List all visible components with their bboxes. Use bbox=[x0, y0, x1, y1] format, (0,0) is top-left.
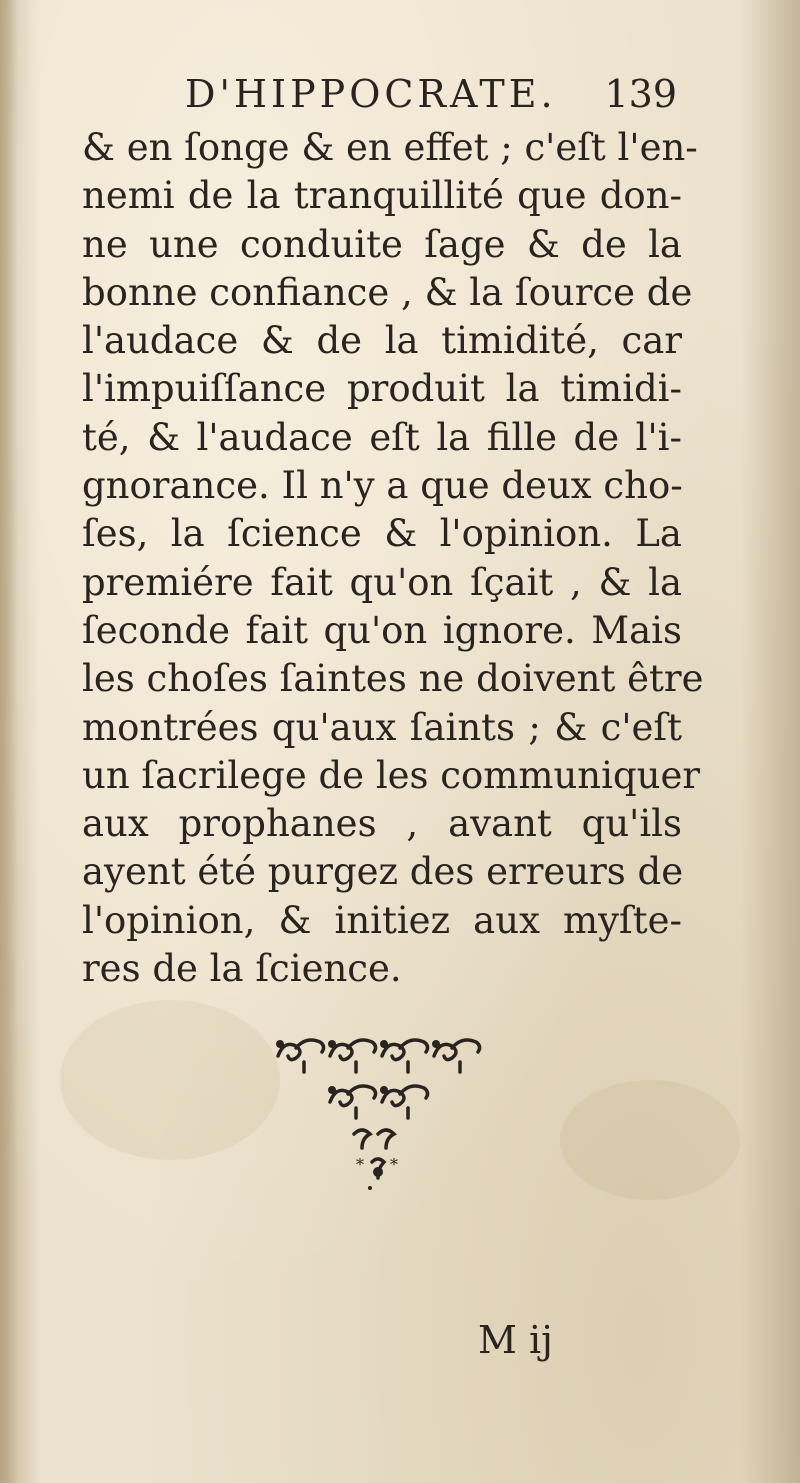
paper-stain bbox=[60, 1000, 280, 1160]
floral-tailpiece-ornament-icon bbox=[270, 1030, 490, 1200]
body-text bbox=[82, 124, 704, 993]
text-line: & en ſonge & en effet ; c'eſt l'en- bbox=[82, 126, 698, 169]
text-line: montrées qu'aux ſaints ; & c'eſt bbox=[82, 705, 682, 749]
text-line: té, & l'audace eſt la fille de l'i- bbox=[82, 415, 682, 459]
running-head: D'HIPPOCRATE. bbox=[185, 72, 557, 116]
svg-text:*: * bbox=[356, 1155, 364, 1174]
page-gutter-shadow bbox=[0, 0, 18, 1483]
text-line: ayent été purgez des erreurs de bbox=[82, 850, 684, 894]
text-line: ſes, la ſcience & l'opinion. La bbox=[82, 512, 682, 556]
page-number: 139 bbox=[604, 72, 677, 116]
text-line: bonne confiance , & la ſource de bbox=[82, 270, 693, 314]
text-line: les choſes ſaintes ne doivent être bbox=[82, 657, 704, 701]
text-line: gnorance. Il n'y a que deux cho- bbox=[82, 464, 683, 508]
text-line: l'opinion, & initiez aux myſte- bbox=[82, 898, 682, 942]
text-line: l'audace & de la timidité, car bbox=[82, 319, 682, 363]
text-line: nemi de la tranquillité que don- bbox=[82, 174, 682, 218]
text-line: premiére fait qu'on ſçait , & la bbox=[82, 560, 682, 604]
svg-text:*: * bbox=[390, 1155, 398, 1174]
page-header bbox=[185, 72, 685, 128]
text-line: ſeconde fait qu'on ignore. Mais bbox=[82, 608, 682, 652]
signature-mark: M ij bbox=[478, 1318, 553, 1362]
paper-stain bbox=[560, 1080, 740, 1200]
text-line: l'impuiſſance produit la timidi- bbox=[82, 367, 682, 411]
text-line: res de la ſcience. bbox=[82, 947, 402, 991]
text-line: aux prophanes , avant qu'ils bbox=[82, 802, 682, 846]
text-line: ne une conduite ſage & de la bbox=[82, 222, 682, 266]
text-line: un ſacrilege de les communiquer bbox=[82, 753, 701, 797]
